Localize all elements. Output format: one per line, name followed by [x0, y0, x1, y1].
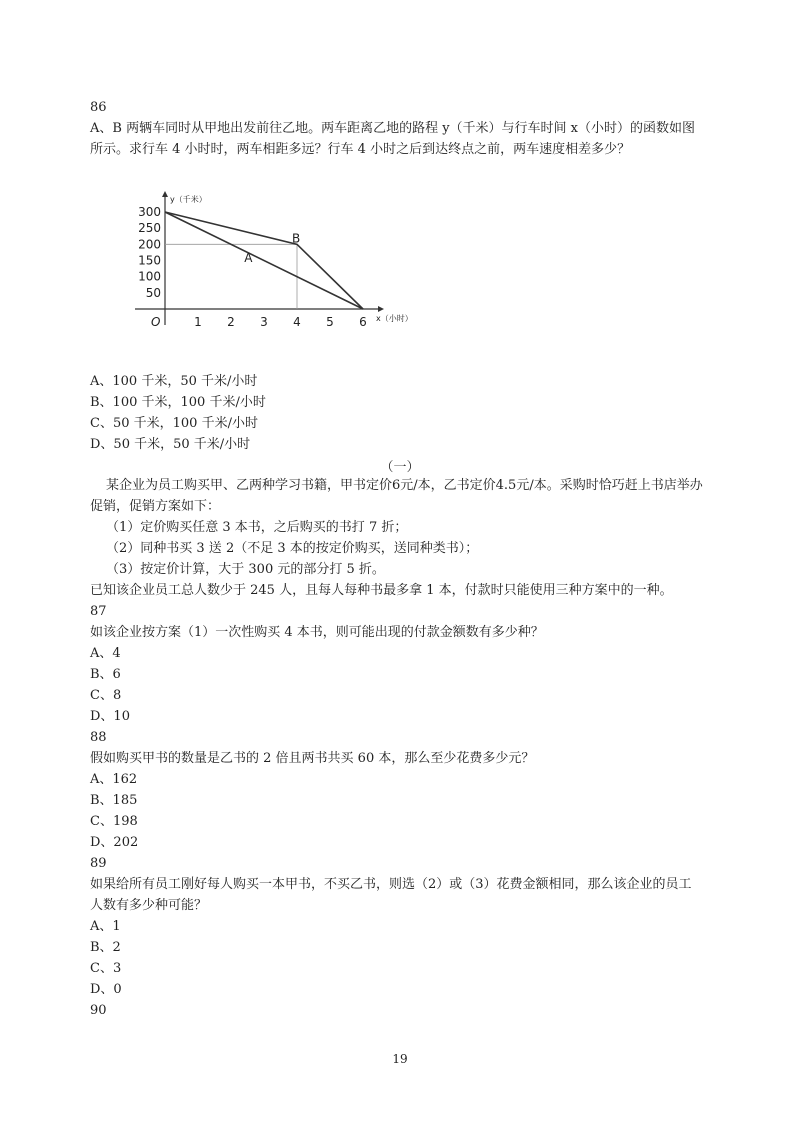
question-number: 86 [90, 100, 107, 115]
question-number: 89 [90, 856, 107, 871]
option-a[interactable]: A、162 [90, 772, 138, 787]
promo-plan-1: （1）定价购买任意 3 本书，之后购买的书打 7 折； [106, 520, 408, 535]
x-tick-label: 6 [359, 315, 367, 329]
question-stem: 假如购买甲书的数量是乙书的 2 倍且两书共买 60 本，那么至少花费多少元？ [90, 751, 535, 766]
option-c[interactable]: C、8 [90, 688, 122, 703]
y-tick-label: 100 [138, 269, 161, 284]
x-tick-label: 2 [227, 315, 235, 329]
y-tick-label: 150 [138, 253, 161, 268]
option-d[interactable]: D、0 [90, 982, 122, 997]
question-number: 88 [90, 730, 107, 745]
series-line-a [165, 212, 363, 309]
option-b[interactable]: B、100 千米，100 千米/小时 [90, 395, 266, 410]
option-c[interactable]: C、3 [90, 961, 122, 976]
option-c[interactable]: C、198 [90, 814, 138, 829]
option-d[interactable]: D、50 千米，50 千米/小时 [90, 437, 251, 452]
y-tick-label: 300 [138, 205, 161, 219]
y-tick-label: 200 [138, 237, 161, 252]
origin-label: O [151, 315, 161, 329]
section-condition: 已知该企业员工总人数少于 245 人，且每人每种书最多拿 1 本，付款时只能使用三种方案中的一种。 [90, 583, 673, 598]
x-tick-label: 4 [293, 315, 301, 329]
option-b[interactable]: B、6 [90, 667, 121, 682]
y-axis-label: y（千米） [170, 195, 207, 204]
promo-plan-3: （3）按定价计算，大于 300 元的部分打 5 折。 [106, 562, 385, 577]
y-tick-label: 250 [138, 221, 161, 236]
option-d[interactable]: D、202 [90, 835, 139, 850]
option-b[interactable]: B、2 [90, 940, 121, 955]
question-number: 90 [90, 1003, 107, 1018]
series-label-b: B [292, 231, 301, 246]
x-tick-label: 5 [326, 315, 334, 329]
x-axis-label: x（小时） [376, 314, 413, 323]
section-intro-line: 某企业为员工购买甲、乙两种学习书籍，甲书定价6元/本，乙书定价4.5元/本。采购时恰巧赶上书店举办 [106, 478, 703, 493]
question-number: 87 [90, 604, 107, 619]
x-tick-label: 1 [194, 315, 202, 329]
section-heading: （一） [380, 460, 420, 475]
question-stem-line: A、B 两辆车同时从甲地出发前往乙地。两车距离乙地的路程 y（千米）与行车时间 x（小时）的函数如图 [90, 121, 696, 136]
option-a[interactable]: A、100 千米，50 千米/小时 [90, 374, 258, 389]
question-stem: 如该企业按方案（1）一次性购买 4 本书，则可能出现的付款金额数有多少种？ [90, 625, 544, 640]
option-b[interactable]: B、185 [90, 793, 138, 808]
y-axis-arrow [162, 191, 168, 197]
option-c[interactable]: C、50 千米，100 千米/小时 [90, 416, 258, 431]
question-stem-line: 所示。求行车 4 小时时，两车相距多远？行车 4 小时之后到达终点之前，两车速度相差多少？ [90, 142, 631, 157]
option-a[interactable]: A、1 [90, 919, 121, 934]
question-stem-line: 如果给所有员工刚好每人购买一本甲书，不买乙书，则选（2）或（3）花费金额相同，那么该企业的员工 [90, 877, 692, 892]
series-label-a: A [244, 251, 253, 266]
x-axis-arrow [378, 306, 384, 312]
y-tick-label: 50 [145, 285, 161, 300]
option-d[interactable]: D、10 [90, 709, 130, 724]
distance-time-chart [130, 185, 430, 335]
section-intro-line: 促销，促销方案如下： [90, 499, 221, 514]
x-tick-label: 3 [260, 315, 268, 329]
page-number: 19 [392, 1052, 408, 1066]
option-a[interactable]: A、4 [90, 646, 121, 661]
question-stem-line: 人数有多少种可能？ [90, 898, 208, 913]
promo-plan-2: （2）同种书买 3 送 2（不足 3 本的按定价购买，送同种类书）； [106, 541, 479, 556]
